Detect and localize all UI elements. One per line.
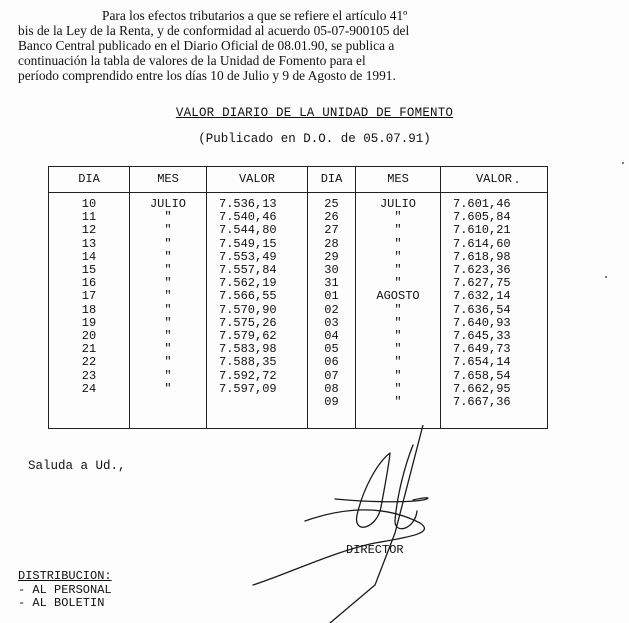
cell-valor: 7.553,49 xyxy=(206,251,307,264)
cell-mes: " xyxy=(355,356,440,369)
cell-valor: 7.605,84 xyxy=(440,211,547,224)
cell-dia: 25 xyxy=(307,198,355,211)
table-row xyxy=(49,370,547,383)
table-body xyxy=(49,193,547,428)
intro-line: período comprendido entre los días 10 de Julio y 9 de Agosto de 1991. xyxy=(18,68,396,83)
cell-dia xyxy=(49,396,129,409)
cell-dia: 24 xyxy=(81,381,97,396)
table-header-row xyxy=(49,167,547,193)
cell-dia: 26 xyxy=(307,211,355,224)
cell-mes: " xyxy=(355,370,440,383)
cell-dia: 29 xyxy=(307,251,355,264)
cell-dia: 13 xyxy=(81,236,97,251)
cell-valor: 7.636,54 xyxy=(440,304,547,317)
cell-valor: 7.583,98 xyxy=(206,343,307,356)
distribution-item: - AL BOLETIN xyxy=(18,596,105,610)
cell-dia: 09 xyxy=(307,396,355,409)
header-valor: VALOR xyxy=(440,167,547,193)
cell-mes: " xyxy=(355,383,440,396)
cell-valor: 7.610,21 xyxy=(440,224,547,237)
cell-valor: 7.627,75 xyxy=(440,277,547,290)
scan-speck xyxy=(516,181,518,183)
cell-mes: " xyxy=(129,224,206,237)
cell-mes: " xyxy=(355,343,440,356)
cell-valor: 7.640,93 xyxy=(440,317,547,330)
cell-valor: 7.544,80 xyxy=(206,224,307,237)
intro-paragraph xyxy=(18,8,614,83)
header-valor: VALOR xyxy=(206,167,307,193)
header-mes: MES xyxy=(355,167,440,193)
cell-valor: 7.597,09 xyxy=(206,383,307,396)
cell-mes: " xyxy=(355,264,440,277)
cell-dia: 14 xyxy=(81,249,97,264)
cell-mes: " xyxy=(355,304,440,317)
cell-valor xyxy=(206,396,307,409)
cell-dia: 08 xyxy=(307,383,355,396)
cell-dia: 04 xyxy=(307,330,355,343)
cell-valor: 7.662,95 xyxy=(440,383,547,396)
cell-mes: " xyxy=(355,224,440,237)
cell-dia: 16 xyxy=(81,276,97,291)
table-row xyxy=(49,224,547,237)
intro-line: bis de la Ley de la Renta, y de conformidad al acuerdo 05-07-900105 del xyxy=(18,23,410,38)
cell-valor: 7.540,46 xyxy=(206,211,307,224)
cell-valor: 7.654,14 xyxy=(440,356,547,369)
cell-mes: " xyxy=(129,330,206,343)
table-subtitle: (Publicado en D.O. de 05.07.91) xyxy=(198,132,431,146)
cell-dia: 17 xyxy=(81,289,97,304)
cell-dia: 21 xyxy=(81,342,97,357)
cell-valor: 7.614,60 xyxy=(440,238,547,251)
cell-dia: 23 xyxy=(81,368,97,383)
table-row xyxy=(49,238,547,251)
cell-dia: 18 xyxy=(81,302,97,317)
cell-mes: " xyxy=(129,238,206,251)
cell-mes: AGOSTO xyxy=(355,290,440,303)
cell-mes: " xyxy=(355,251,440,264)
table-row xyxy=(49,304,547,317)
cell-mes: " xyxy=(355,211,440,224)
cell-dia: 06 xyxy=(307,356,355,369)
cell-mes: " xyxy=(129,317,206,330)
uf-table-container xyxy=(48,166,548,429)
cell-mes: " xyxy=(355,396,440,409)
cell-mes: " xyxy=(129,251,206,264)
uf-values-table xyxy=(48,166,548,429)
cell-dia: 19 xyxy=(81,315,97,330)
cell-mes: " xyxy=(355,330,440,343)
cell-valor: 7.618,98 xyxy=(440,251,547,264)
cell-dia: 15 xyxy=(81,263,97,278)
cell-mes: " xyxy=(129,290,206,303)
signature-scribble xyxy=(245,425,475,623)
cell-dia: 07 xyxy=(307,370,355,383)
cell-mes: " xyxy=(129,277,206,290)
cell-mes: " xyxy=(129,264,206,277)
table-row xyxy=(49,396,547,409)
cell-valor: 7.667,36 xyxy=(440,396,547,409)
cell-valor: 7.658,54 xyxy=(440,370,547,383)
cell-valor: 7.623,36 xyxy=(440,264,547,277)
cell-mes: " xyxy=(129,356,206,369)
cell-mes: " xyxy=(129,304,206,317)
cell-mes: " xyxy=(129,370,206,383)
cell-mes: " xyxy=(129,383,206,396)
scan-speck xyxy=(622,162,624,164)
header-dia: DIA xyxy=(49,167,129,193)
spacer-cell xyxy=(129,409,206,428)
cell-valor: 7.536,13 xyxy=(206,198,307,211)
intro-line: continuación la tabla de valores de la Unidad de Fomento para el xyxy=(18,53,366,68)
scan-speck xyxy=(605,276,607,278)
cell-dia: 11 xyxy=(81,210,97,225)
header-mes: MES xyxy=(129,167,206,193)
cell-valor: 7.557,84 xyxy=(206,264,307,277)
distribution-list xyxy=(18,570,112,611)
cell-dia: 30 xyxy=(307,264,355,277)
cell-dia: 12 xyxy=(81,223,97,238)
distribution-item: - AL PERSONAL xyxy=(18,582,112,597)
cell-valor: 7.562,19 xyxy=(206,277,307,290)
cell-mes: " xyxy=(129,343,206,356)
cell-mes xyxy=(129,396,206,409)
cell-mes: " xyxy=(355,317,440,330)
cell-mes: JULIO xyxy=(129,198,206,211)
cell-mes: " xyxy=(129,211,206,224)
table-row xyxy=(49,356,547,369)
cell-dia: 27 xyxy=(307,224,355,237)
spacer-cell xyxy=(49,409,129,428)
cell-mes: " xyxy=(355,277,440,290)
cell-valor: 7.566,55 xyxy=(206,290,307,303)
cell-dia: 02 xyxy=(307,304,355,317)
cell-dia: 20 xyxy=(81,329,97,344)
cell-valor: 7.579,62 xyxy=(206,330,307,343)
signer-title: DIRECTOR xyxy=(346,543,404,557)
cell-mes: JULIO xyxy=(355,198,440,211)
cell-dia: 01 xyxy=(307,290,355,303)
header-dia: DIA xyxy=(307,167,355,193)
cell-dia: 22 xyxy=(81,355,97,370)
cell-valor: 7.601,46 xyxy=(440,198,547,211)
cell-valor: 7.575,26 xyxy=(206,317,307,330)
cell-valor: 7.570,90 xyxy=(206,304,307,317)
closing-salutation: Saluda a Ud., xyxy=(28,459,126,473)
cell-valor: 7.645,33 xyxy=(440,330,547,343)
table-title: VALOR DIARIO DE LA UNIDAD DE FOMENTO xyxy=(175,106,454,120)
cell-mes: " xyxy=(355,238,440,251)
cell-dia: 10 xyxy=(81,197,97,211)
cell-dia: 03 xyxy=(307,317,355,330)
table-row xyxy=(49,290,547,303)
cell-dia: 31 xyxy=(307,277,355,290)
intro-line: Para los efectos tributarios a que se refiere el artículo 41º xyxy=(102,8,408,23)
cell-valor: 7.549,15 xyxy=(206,238,307,251)
distribution-heading: DISTRIBUCION: xyxy=(18,569,112,583)
cell-dia: 28 xyxy=(307,238,355,251)
cell-valor: 7.649,73 xyxy=(440,343,547,356)
cell-valor: 7.592,72 xyxy=(206,370,307,383)
cell-valor: 7.632,14 xyxy=(440,290,547,303)
intro-line: Banco Central publicado en el Diario Oficial de 08.01.90, se publica a xyxy=(18,38,395,53)
cell-valor: 7.588,35 xyxy=(206,356,307,369)
cell-dia: 05 xyxy=(307,343,355,356)
